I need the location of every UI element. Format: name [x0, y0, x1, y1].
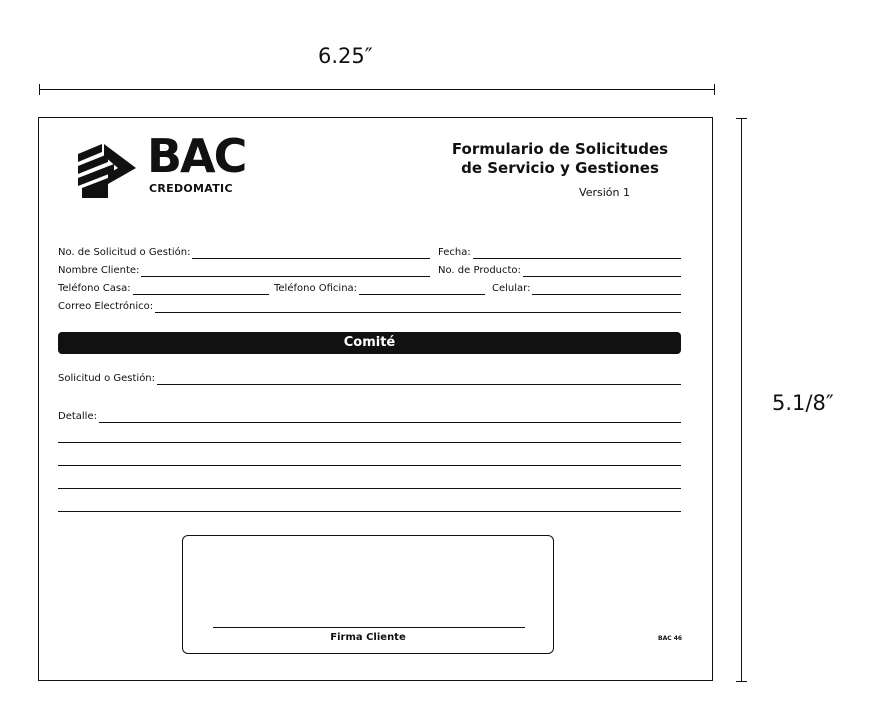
signature-box[interactable] — [182, 535, 554, 654]
client-name-label: Nombre Cliente: — [58, 265, 140, 276]
detail-rule-2[interactable] — [58, 465, 681, 466]
mobile-phone-label: Celular: — [492, 283, 531, 294]
mobile-phone-line — [532, 285, 681, 295]
form-title-line-2: de Servicio y Gestiones — [461, 159, 659, 177]
committee-request-line — [157, 375, 681, 385]
form-version: Versión 1 — [579, 186, 630, 199]
detail-rule-4[interactable] — [58, 511, 681, 512]
form-code: BAC 46 — [658, 635, 683, 642]
solicitud-number-label: No. de Solicitud o Gestión: — [58, 247, 191, 258]
email-field[interactable] — [58, 301, 681, 313]
committee-request-field[interactable] — [58, 373, 681, 385]
client-name-field[interactable] — [58, 265, 430, 277]
home-phone-line — [133, 285, 269, 295]
solicitud-number-field[interactable] — [58, 247, 430, 259]
form-sheet — [38, 117, 713, 681]
detail-line — [99, 413, 681, 423]
committee-request-label: Solicitud o Gestión: — [58, 373, 156, 384]
bac-logo-icon — [78, 144, 138, 198]
home-phone-field[interactable] — [58, 283, 269, 295]
logo-wordmark: BAC — [147, 129, 246, 183]
detail-rule-1[interactable] — [58, 442, 681, 443]
mobile-phone-field[interactable] — [492, 283, 681, 295]
product-number-field[interactable] — [438, 265, 681, 277]
date-line — [473, 249, 681, 259]
height-dimension-tick-top — [736, 118, 747, 119]
email-label: Correo Electrónico: — [58, 301, 154, 312]
detail-field[interactable] — [58, 411, 681, 423]
email-line — [155, 303, 681, 313]
height-dimension-label: 5.1/8″ — [772, 391, 834, 415]
product-number-line — [523, 267, 681, 277]
product-number-label: No. de Producto: — [438, 265, 521, 276]
home-phone-label: Teléfono Casa: — [58, 283, 131, 294]
width-dimension-label: 6.25″ — [318, 44, 373, 68]
date-label: Fecha: — [438, 247, 471, 258]
date-field[interactable] — [438, 247, 681, 259]
height-dimension-line — [741, 118, 742, 681]
office-phone-field[interactable] — [274, 283, 485, 295]
solicitud-number-line — [192, 249, 430, 259]
committee-section-header: Comité — [58, 332, 681, 354]
signature-label: Firma Cliente — [330, 632, 406, 643]
detail-label: Detalle: — [58, 411, 97, 422]
office-phone-line — [359, 285, 485, 295]
logo-subtitle: CREDOMATIC — [149, 182, 233, 195]
width-dimension-tick-right — [714, 84, 715, 95]
width-dimension-tick-left — [39, 84, 40, 95]
form-title — [440, 140, 680, 178]
office-phone-label: Teléfono Oficina: — [274, 283, 358, 294]
detail-rule-3[interactable] — [58, 488, 681, 489]
width-dimension-line — [39, 89, 715, 90]
form-title-line-1: Formulario de Solicitudes — [451, 140, 669, 158]
signature-line — [213, 627, 525, 628]
height-dimension-tick-bottom — [736, 681, 747, 682]
client-name-line — [141, 267, 430, 277]
